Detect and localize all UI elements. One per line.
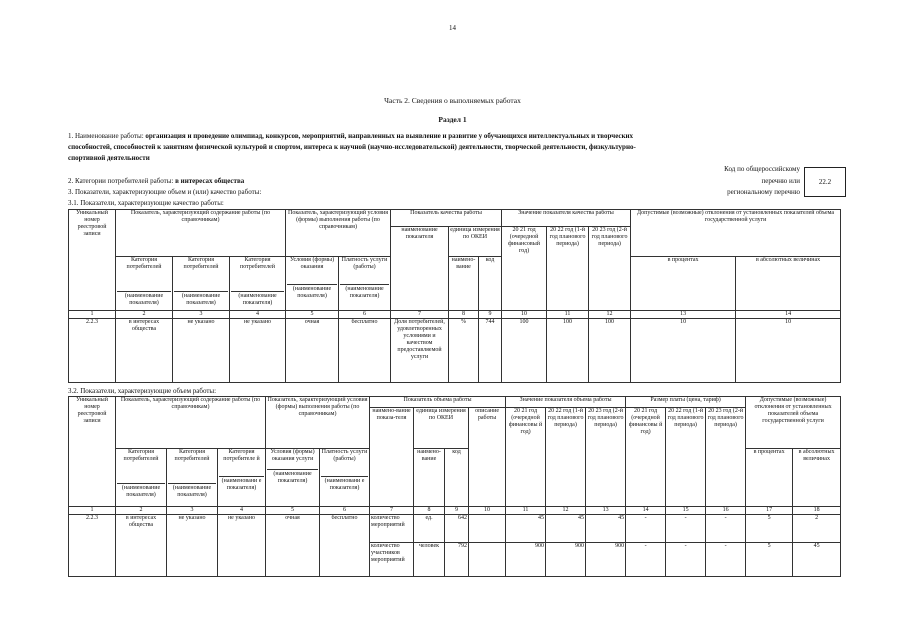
- h-p1: 20 21 год (очередной финансовы й год): [626, 408, 666, 507]
- h-y1: 20 21 год (очередной финансовы й год): [506, 408, 546, 507]
- h-cat2: Категория потребителей (наименование показателя): [173, 257, 230, 311]
- h-values: Значение показателя качества работы: [502, 210, 631, 227]
- h-y1: 20 21 год (очередной финансовый год): [502, 227, 547, 311]
- volume-table: [68, 396, 841, 577]
- consumer-category: [68, 177, 244, 185]
- table-row: 2.2.3 в интересах общества не указано не указано очная бесплатно количество мероприятий ед. 642 45 45 45 - - - 5 2: [69, 515, 841, 543]
- h-deviation: Допустимые (возможные) отклонения от установленных показателей объема государственной услуги: [746, 397, 841, 449]
- h-unit-code: код: [479, 257, 502, 311]
- h-unique: Уникальный номер реестровой записи: [69, 397, 116, 507]
- h-unit-name: наимено-вание: [414, 449, 445, 507]
- h-unit-code: код: [445, 449, 469, 507]
- h-cat3: Категория потребителей (наименование показателя): [230, 257, 286, 311]
- code-label-2: перечню или: [761, 177, 800, 185]
- quality-heading: 3.1. Показатели, характеризующие качество работы:: [68, 199, 224, 207]
- h-values: Значение показателя объема работы: [506, 397, 626, 408]
- part-title: Часть 2. Сведения о выполняемых работах: [384, 96, 521, 105]
- h-volume: Показатель объема работы: [370, 397, 506, 408]
- h-pct: в процентах: [631, 257, 736, 311]
- h-name: наимено-вание показа-теля: [370, 408, 414, 507]
- volume-heading: 3.2. Показатели, характеризующие объем работы:: [68, 387, 217, 395]
- h-cond1: Условия (формы) оказания (наименование показателя): [286, 257, 339, 311]
- h-deviation: Допустимые (возможные) отклонения от установленных показателей объема государственной услуги: [631, 210, 841, 257]
- section-title: Раздел 1: [438, 115, 467, 124]
- h-p3: 20 23 год (2-й год планового периода): [706, 408, 746, 507]
- h-y2: 20 22 год (1-й год планового периода): [546, 408, 586, 507]
- h-name: наименование показателя: [391, 227, 449, 311]
- page-number: 14: [449, 24, 456, 32]
- consumer-category-text: в интересах общества: [175, 177, 245, 185]
- h-cat3: Категория потребителе й (наименовани е показателя): [218, 449, 266, 507]
- h-content: Показатель, характеризующий содержание работы (по справочникам): [116, 210, 286, 257]
- h-unit-name: наимено-вание: [449, 257, 479, 311]
- table-row: 2.2.3 в интересах общества не указано не указано очная бесплатно Доля потребителей, удовлетворенных условиями и качеством предоставляемой услуги % 744 100 100 100 10 10: [69, 319, 841, 383]
- h-quality: Показатель качества работы: [391, 210, 502, 227]
- column-numbers: 1 2 3 4 5 6 7 8 9 10 11 12 13 14 15 16 17 18: [69, 507, 841, 515]
- h-y3: 20 23 год (2-й год планового периода): [586, 408, 626, 507]
- h-price: Размер платы (цена, тариф): [626, 397, 746, 408]
- h-unique: Уникальный номер реестровой записи: [69, 210, 116, 311]
- h-cond2: Платность услуги (работы) (наименование показателя): [339, 257, 391, 311]
- consumer-category-prefix: 2. Категории потребителей работы:: [68, 177, 176, 185]
- column-numbers: 1 2 3 4 5 6 7 8 9 10 11 12 13 14: [69, 311, 841, 319]
- work-name: [68, 131, 668, 164]
- h-y3: 20 23 год (2-й год планового периода): [589, 227, 631, 311]
- h-cond1: Условия (формы) оказания услуги (наименование показателя): [266, 449, 320, 507]
- h-conditions: Показатель, характеризующий условия (формы) выполнения работы (по справочникам): [266, 397, 370, 449]
- code-label-3: региональному перечню: [727, 188, 800, 196]
- quality-table: [68, 209, 841, 383]
- h-cat1: Категория потребителей (наименование показателя): [116, 449, 167, 507]
- h-cond2: Платность услуги (работы) (наименовани е показателя): [320, 449, 370, 507]
- h-cat2: Категория потребителей (наименование показателя): [167, 449, 218, 507]
- work-name-text: организация и проведение олимпиад, конкурсов, мероприятий, направленных на выявление и развитие у обучающихся интеллектуальных и творческих способностей, способностей к занятиям физической культурой и спортом, интереса к научной (научно-исследовательской) деятельности, творческой деятельности, физкультурно-спортивной деятельности: [68, 132, 636, 162]
- code-value: 22.2: [804, 167, 846, 197]
- table-row: количество участников мероприятий человек 792 900 900 900 - - - 5 45: [69, 543, 841, 577]
- h-abs: в абсолютных величинах: [793, 449, 841, 507]
- h-unit: единица измерения по ОКЕИ: [414, 408, 469, 449]
- h-unit: единица измерения по ОКЕИ: [449, 227, 502, 257]
- indicators-heading: 3. Показатели, характеризующие объем и (или) качество работы:: [68, 188, 262, 196]
- h-conditions: Показатель, характеризующий условия (формы) выполнения работы (по справочникам): [286, 210, 391, 257]
- code-label-1: Код по общероссийскому: [724, 165, 800, 173]
- h-cat1: Категория потребителей (наименование показателя): [116, 257, 173, 311]
- h-y2: 20 22 год (1-й год планового периода): [547, 227, 589, 311]
- h-p2: 20 22 год (1-й год планового периода): [666, 408, 706, 507]
- h-content: Показатель, характеризующий содержание работы (по справочникам): [116, 397, 266, 449]
- h-abs: в абсолютных величинах: [736, 257, 841, 311]
- h-desc: описание работы: [469, 408, 506, 507]
- work-name-prefix: 1. Наименование работы:: [68, 132, 146, 140]
- h-pct: в процентах: [746, 449, 793, 507]
